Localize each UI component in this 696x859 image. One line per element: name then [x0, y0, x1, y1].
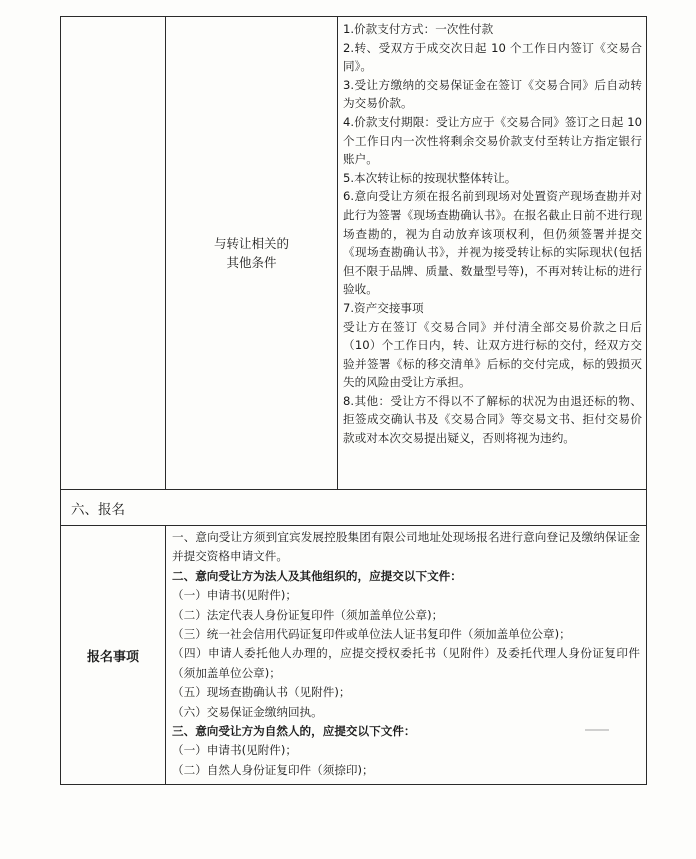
registration-line: （五）现场查勘确认书（见附件)；	[172, 685, 351, 700]
registration-line: （六）交易保证金缴纳回执。	[172, 704, 323, 719]
info-table	[60, 16, 647, 785]
conditions-label	[166, 17, 338, 490]
condition-item: 6.意向受让方须在报名前到现场对处置资产现场查勘并对此行为签署《现场查勘确认书》。在报名截止日前不进行现场查勘的，视为自动放弃该项权利，但仍须签署并提交《现场查勘确认书》，并视为接受转让标的实际现状(包括但不限于品牌、质量、数量型号等)，不再对转让标的进行验收。	[343, 189, 642, 297]
condition-item: 3.受让方缴纳的交易保证金在签订《交易合同》后自动转为交易价款。	[343, 77, 642, 111]
condition-item: 8.其他：受让方不得以不了解标的状况为由退还标的物、拒签成交确认书及《交易合同》等交易文书、拒付交易价款或对本次交易提出疑义，否则将视为违约。	[343, 393, 642, 446]
registration-line: 二、意向受让方为法人及其他组织的，应提交以下文件：	[172, 568, 462, 583]
conditions-label-line1: 与转让相关的	[213, 236, 289, 251]
condition-item: 7.资产交接事项	[343, 300, 424, 315]
registration-line: （四）申请人委托他人办理的，应提交授权委托书（见附件）及委托代理人身份证复印件（须加盖单位公章)；	[172, 646, 640, 680]
registration-content	[166, 526, 647, 785]
section6-title: 六、报名	[61, 490, 647, 526]
conditions-label-line2: 其他条件	[226, 255, 277, 270]
registration-row	[61, 526, 647, 785]
condition-item: 受让方在签订《交易合同》并付清全部交易价款之日后（10）个工作日内，转、让双方进行标的交付，经双方交验并签署《标的移交清单》后标的交付完成，标的毁损灭失的风险由受让方承担。	[343, 319, 642, 390]
condition-item: 1.价款支付方式：一次性付款	[343, 22, 494, 36]
condition-item: 4.价款支付期限：受让方应于《交易合同》签订之日起 10 个工作日内一次性将剩余交易价款支付至转让方指定银行账户。	[343, 114, 642, 167]
registration-label: 报名事项	[61, 526, 166, 785]
condition-item: 5.本次转让标的按现状整体转让。	[343, 170, 517, 185]
registration-line: 三、意向受让方为自然人的，应提交以下文件：	[172, 724, 416, 739]
registration-line: （三）统一社会信用代码证复印件或单位法人证书复印件（须加盖单位公章)；	[172, 627, 571, 642]
scan-mark	[585, 729, 609, 731]
conditions-content	[338, 17, 647, 490]
blank-cell	[61, 17, 166, 490]
conditions-row	[61, 17, 647, 490]
condition-item: 2.转、受双方于成交次日起 10 个工作日内签订《交易合同》。	[343, 40, 642, 74]
registration-line: （一）申请书(见附件)；	[172, 743, 297, 758]
registration-line: （二）自然人身份证复印件（须捺印)；	[172, 762, 374, 777]
registration-line: （一）申请书(见附件)；	[172, 588, 297, 603]
section6-row	[61, 490, 647, 526]
registration-line: 一、意向受让方须到宜宾发展控股集团有限公司地址处现场报名进行意向登记及缴纳保证金并提交资格申请文件。	[172, 530, 640, 564]
registration-line: （二）法定代表人身份证复印件（须加盖单位公章)；	[172, 607, 444, 622]
